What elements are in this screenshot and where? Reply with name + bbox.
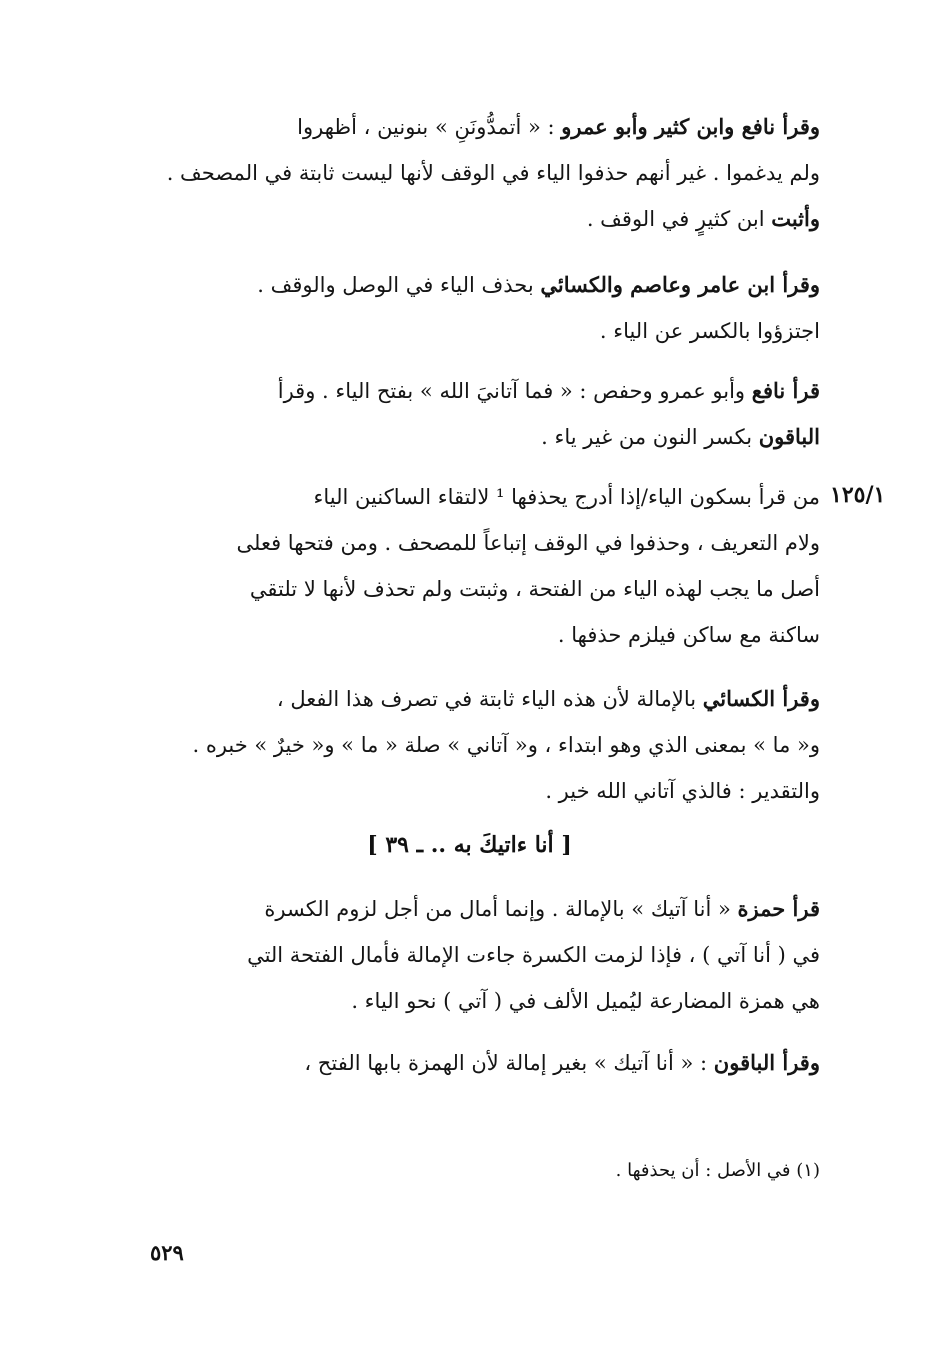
paragraph-2 — [140, 262, 820, 354]
line-text: ولم يدغموا . غير أنهم حذفوا الياء في الوقف لأنها ليست ثابتة في المصحف . — [166, 161, 820, 185]
reader-names: وقرأ الكسائي — [702, 686, 820, 711]
paragraph-5 — [140, 676, 820, 814]
page-number: ٥٢٩ — [150, 1240, 184, 1265]
line-text: « أنا آتيك » بالإمالة . وإنما أمال من أجل لزوم الكسرة — [264, 897, 738, 921]
line-text: من قرأ بسكون الياء/إذا أدرج يحذفها ¹ لالتقاء الساكنين الياء — [313, 485, 820, 509]
line-text: و« ما » بمعنى الذي وهو ابتداء ، و« آتاني » صلة « ما » و« خيرٌ » خبره . — [192, 733, 820, 757]
reader-names: قرأ نافع — [751, 378, 820, 403]
section-heading: [ أنا ءاتيكَ به .. ـ ٣٩ ] — [367, 832, 572, 858]
footnote: (١) في الأصل : أن يحذفها . — [615, 1160, 820, 1181]
margin-reference-number: ١٢٥/١ — [830, 482, 886, 508]
reader-names: وقرأ ابن عامر وعاصم والكسائي — [540, 272, 820, 297]
line-text: ولام التعريف ، وحذفوا في الوقف إتباعاً للمصحف . ومن فتحها فعلى — [236, 531, 820, 555]
reader-names: قرأ حمزة — [737, 896, 820, 921]
reader-names: الباقون — [758, 424, 820, 449]
paragraph-6 — [140, 886, 820, 1024]
line-text: اجتزؤوا بالكسر عن الياء . — [599, 319, 820, 343]
line-text: ابن كثيرٍ في الوقف . — [586, 207, 772, 231]
paragraph-4 — [140, 474, 820, 658]
paragraph-7 — [140, 1040, 820, 1086]
line-text: والتقدير : فالذي آتاني الله خير . — [545, 779, 820, 803]
line-text: بكسر النون من غير ياء . — [541, 425, 759, 449]
line-text: وأبو عمرو وحفص : « فما آتانيَ الله » بفتح الياء . وقرأ — [277, 379, 752, 403]
paragraph-3 — [140, 368, 820, 460]
line-text: بحذف الياء في الوصل والوقف . — [257, 273, 541, 297]
line-text: بالإمالة لأن هذه الياء ثابتة في تصرف هذا الفعل ، — [276, 687, 703, 711]
line-text: أصل ما يجب لهذه الياء من الفتحة ، وثبتت ولم تحذف لأنها لا تلتقي — [249, 577, 820, 601]
paragraph-1 — [140, 104, 820, 242]
line-text: ساكنة مع ساكن فيلزم حذفها . — [557, 623, 820, 647]
reader-names: وقرأ الباقون — [713, 1050, 820, 1075]
line-text: : « أتمدُّونَنِ » بنونين ، أظهروا — [297, 115, 562, 139]
line-text: في ( أنا آتي ) ، فإذا لزمت الكسرة جاءت الإمالة فأمال الفتحة التي — [247, 943, 820, 967]
line-text: هي همزة المضارعة ليُميل الألف في ( آتي ) نحو الياء . — [351, 989, 820, 1013]
reader-names: وأثبت — [771, 206, 820, 231]
reader-names: وقرأ نافع وابن كثير وأبو عمرو — [561, 114, 820, 139]
line-text: : « أنا آتيك » بغير إمالة لأن الهمزة بابها الفتح ، — [304, 1051, 714, 1075]
